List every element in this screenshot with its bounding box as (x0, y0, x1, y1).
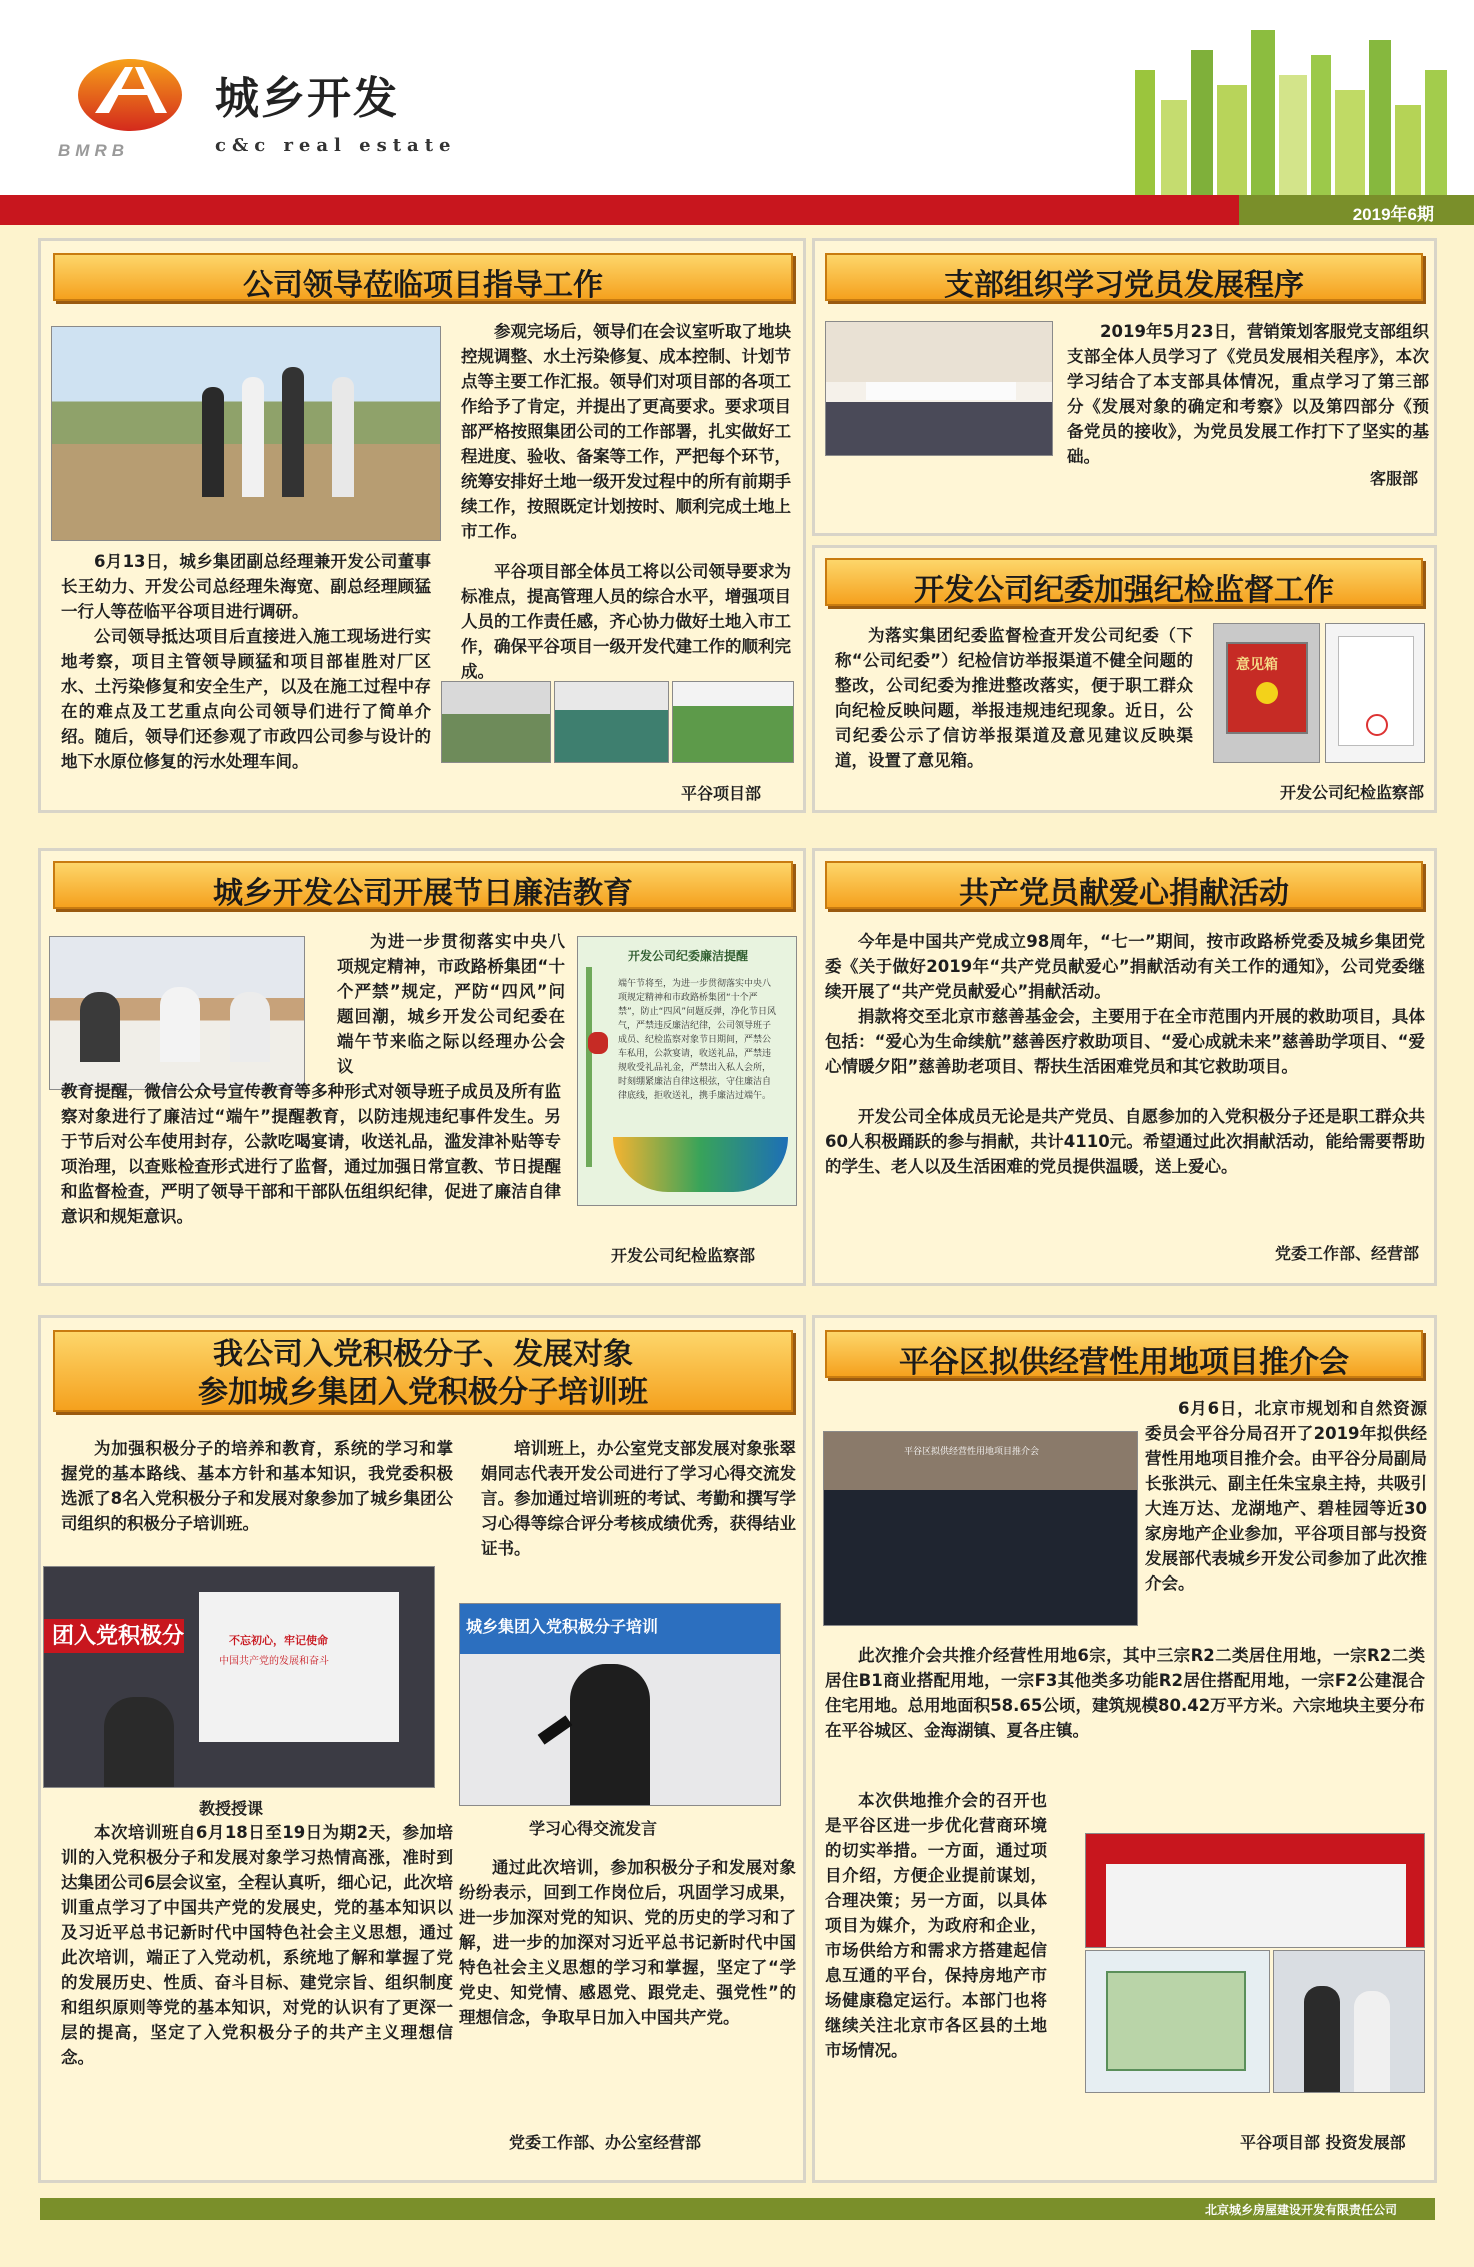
site-visit-photo (51, 326, 441, 541)
brand-abbreviation: BMRB (58, 141, 129, 160)
article-title: 公司领导莅临项目指导工作 (53, 253, 793, 301)
promotion-hall-photo (1085, 1833, 1425, 1948)
article-title: 城乡开发公司开展节日廉洁教育 (53, 861, 793, 909)
paragraph: 本次供地推介会的召开也是平谷区进一步优化营商环境的切实举措。一方面，通过项目介绍，方便企业提前谋划，合理决策；另一方面，以具体项目为媒介，为政府和企业，市场供给方和需求方搭建起信息互通的平台，保持房地产市场健康稳定运行。本部门也将继续关注北京市各区县的土地市场情况。 (825, 1791, 1047, 2060)
article-discipline (812, 545, 1437, 813)
dragon-boat-icon (613, 1137, 788, 1192)
article-title: 支部组织学习党员发展程序 (825, 253, 1423, 301)
skyline-illustration-icon (1125, 30, 1455, 195)
suggestion-box-photo (1213, 623, 1320, 763)
paragraph: 捐款将交至北京市慈善基金会，主要用于在全市范围内开展的救助项目，具体包括：“爱心为生命续航”慈善医疗救助项目、“爱心成就未来”慈善助学项目、“爱心情暖夕阳”慈善助老项目、帮扶生活困难党员和其它救助项目。 (825, 1007, 1425, 1076)
study-meeting-photo (825, 321, 1053, 456)
land-map-board-photo (1085, 1950, 1270, 2093)
article-title-line: 参加城乡集团入党积极分子培训班 (198, 1375, 648, 1410)
paragraph: 2019年5月23日，营销策划客服党支部组织支部全体人员学习了《党员发展相关程序》，本次学习结合了本支部具体情况，重点学习了第三部分《发展对象的确定和考察》以及第四部分《预备党员的接收》，为党员发展工作打下了坚实的基础。 (1067, 322, 1429, 466)
article-land-promotion (812, 1315, 1437, 2183)
article-donation (812, 848, 1437, 1286)
slide-text: 中国共产党的发展和奋斗 (219, 1656, 329, 1667)
visitors-photo (1273, 1950, 1425, 2093)
paragraph: 6月6日，北京市规划和自然资源委员会平谷分局召开了2019年拟供经营性用地项目推介会。由平谷分局副局长张洪元、副主任朱宝泉主持，共吸引大连万达、龙湖地产、碧桂园等近30家房地产企业参加，平谷项目部与投资发展部代表城乡开发公司参加了此次推介会。 (1145, 1399, 1427, 1593)
department-credit: 开发公司纪检监察部 (611, 1246, 756, 1265)
paragraph: 公司领导抵达项目后直接进入施工现场进行实地考察，项目主管领导顾猛和项目部崔胜对厂区水、土污染修复和安全生产，以及在施工过程中存在的难点及工艺重点向公司领导们进行了简单介绍。随后，领导们还参观了市政四公司参与设计的地下水原位修复的污水处理车间。 (61, 627, 431, 771)
article-party-training (38, 1315, 806, 2183)
department-credit: 客服部 (1370, 469, 1419, 488)
brand-name: 城乡开发 (215, 73, 399, 124)
issue-number: 2019年6期 (1239, 195, 1474, 225)
company-logo-icon (75, 55, 185, 135)
paragraph: 为落实集团纪委监督检查开发公司纪委（下称“公司纪委”）纪检信访举报渠道不健全问题的整改，公司纪委为推进整改落实，便于职工群众向纪检反映问题，举报违规违纪现象。近日，公司纪委公示了信访举报渠道及意见建议反映渠道，设置了意见箱。 (835, 626, 1193, 770)
paragraph: 为加强积极分子的培养和教育，系统的学习和掌握党的基本路线、基本方针和基本知识，我党委积极选派了8名入党积极分子和发展对象参加了城乡集团公司组织的积极分子培训班。 (61, 1439, 453, 1533)
photo-caption: 教授授课 (199, 1799, 264, 1818)
meeting-photo (49, 936, 305, 1090)
paragraph: 6月13日，城乡集团副总经理兼开发公司董事长王幼力、开发公司总经理朱海宽、副总经理顾猛一行人等莅临平谷项目进行调研。 (61, 552, 431, 621)
department-credit: 平谷项目部 (681, 784, 762, 803)
paragraph: 为进一步贯彻落实中央八项规定精神，市政路桥集团“十个严禁”规定，严防“四风”问题回潮，城乡开发公司纪委在端午节来临之际以经理办公会议 (337, 932, 565, 1076)
footer-company: 北京城乡房屋建设开发有限责任公司 (40, 2198, 1435, 2220)
paragraph: 通过此次培训，参加积极分子和发展对象纷纷表示，回到工作岗位后，巩固学习成果，进一步加深对党的知识、党的历史的学习和了解，进一步的加深对习近平总书记新时代中国特色社会主义思想的学习和掌握，坚定了“学党史、知党情、感恩党、跟党走、强党性”的理想信念，争取早日加入中国共产党。 (459, 1858, 796, 2027)
slide-text: 不忘初心，牢记使命 (229, 1634, 328, 1647)
paragraph: 今年是中国共产党成立98周年，“七一”期间，按市政路桥党委及城乡集团党委《关于做好2019年“共产党员献爱心”捐献活动有关工作的通知》，公司党委继续开展了“共产党员献爱心”捐献活动。 (825, 932, 1425, 1001)
paragraph: 参观完场后，领导们在会议室听取了地块控规调整、水土污染修复、成本控制、计划节点等主要工作汇报。领导们对项目部的各项工作给予了肯定，并提出了更高要求。要求项目部严格按照集团公司的工作部署，扎实做好工程进度、验收、备案等工作，严把每个环节，统筹安排好土地一级开发过程中的所有前期手续工作，按照既定计划按时、顺利完成土地上市工作。 (461, 322, 791, 541)
wastewater-workshop-photo (554, 681, 669, 763)
brand-english: c&c real estate (215, 135, 457, 156)
article-title: 平谷区拟供经营性用地项目推介会 (825, 1330, 1423, 1378)
article-holiday-integrity (38, 848, 806, 1286)
suggestion-box-label: 意见箱 (1236, 657, 1278, 673)
notice-board-photo (1325, 623, 1425, 763)
lecture-photo (43, 1566, 435, 1788)
article-title-line: 我公司入党积极分子、发展对象 (213, 1337, 633, 1372)
article-leaders-visit (38, 238, 806, 813)
article-title: 开发公司纪委加强纪检监督工作 (825, 558, 1423, 606)
integrity-poster-image (577, 936, 797, 1206)
masthead (0, 0, 1474, 195)
paragraph: 本次培训班自6月18日至19日为期2天，参加培训的入党积极分子和发展对象学习热情高涨，准时到达集团公司6层会议室，全程认真听，细心记，此次培训重点学习了中国共产党的发展史，党的基本知识以及习近平总书记新时代中国特色社会主义思想，通过此次培训，端正了入党动机，系统地了解和掌握了党的发展历史、性质、奋斗目标、建党宗旨、组织制度和组织原则等党的基本知识，对党的认识有了更深一层的提高，坚定了入党积极分子的共产主义理想信念。 (61, 1823, 453, 2067)
banner-text: 平谷区拟供经营性用地项目推介会 (904, 1447, 1040, 1457)
paragraph: 此次推介会共推介经营性用地6宗，其中三宗R2二类居住用地，一宗R2二类居住B1商业搭配用地，一宗F3其他类多功能R2居住搭配用地，一宗F2公建混合住宅用地。总用地面积58.65公顷，建筑规模80.42万平方米。六宗地块主要分布在平谷城区、金海湖镇、夏各庄镇。 (825, 1646, 1425, 1740)
paragraph: 教育提醒，微信公众号宣传教育等多种形式对领导班子成员及所有监察对象进行了廉洁过“端午”提醒教育，以防违规违纪事件发生。另于节后对公车使用封存，公款吃喝宴请，收送礼品，滥发津补贴等专项治理，以查账检查形式进行了监督，通过加强日常宣教、节日提醒和监督检查，严明了领导干部和干部队伍组织纪律，促进了廉洁自律意识和规矩意识。 (61, 1082, 561, 1226)
department-credit: 党委工作部、办公室经营部 (509, 2133, 702, 2152)
banner-text: 城乡集团入党积极分子培训 (466, 1617, 659, 1636)
wastewater-workshop-photo (672, 681, 794, 763)
paragraph: 培训班上，办公室党支部发展对象张翠娟同志代表开发公司进行了学习心得交流发言。参加通过培训班的考试、考勤和撰写学习心得等综合评分考核成绩优秀，获得结业证书。 (481, 1439, 796, 1558)
department-credit: 平谷项目部 投资发展部 (1240, 2133, 1406, 2152)
paragraph: 平谷项目部全体员工将以公司领导要求为标准点，提高管理人员的综合水平，增强项目人员的工作责任感，齐心协力做好土地入市工作，确保平谷项目一级开发代建工作的顺利完成。 (461, 562, 791, 681)
photo-caption: 学习心得交流发言 (529, 1819, 658, 1838)
article-title: 共产党员献爱心捐献活动 (825, 861, 1423, 909)
article-title (53, 1330, 793, 1412)
slide-banner-text: 团入党积极分 (44, 1619, 184, 1653)
department-credit: 开发公司纪检监察部 (1280, 783, 1425, 802)
conference-photo (823, 1431, 1138, 1626)
paragraph: 开发公司全体成员无论是共产党员、自愿参加的入党积极分子还是职工群众共60人积极踊跃的参与捐献，共计4110元。希望通过此次捐献活动，能给需要帮助的学生、老人以及生活困难的党员提供温暖，送上爱心。 (825, 1107, 1425, 1176)
wastewater-workshop-photo (441, 681, 551, 763)
poster-text: 端午节将至，为进一步贯彻落实中央八项规定精神和市政路桥集团“十个严禁”，防止“四风”问题反弹，净化节日风气，严禁违反廉洁纪律，公司领导班子成员、纪检监察对象节日期间，严禁公车私用，公款宴请，收送礼品，严禁违规收受礼品礼金，严禁出入私人会所，时刻绷紧廉洁自律这根弦，守住廉洁自律底线，拒收送礼，携手廉洁过端午。 (618, 979, 776, 1101)
poster-title: 开发公司纪委廉洁提醒 (627, 949, 748, 963)
article-party-study (812, 238, 1437, 536)
department-credit: 党委工作部、经营部 (1275, 1244, 1420, 1263)
speech-photo (459, 1603, 781, 1806)
